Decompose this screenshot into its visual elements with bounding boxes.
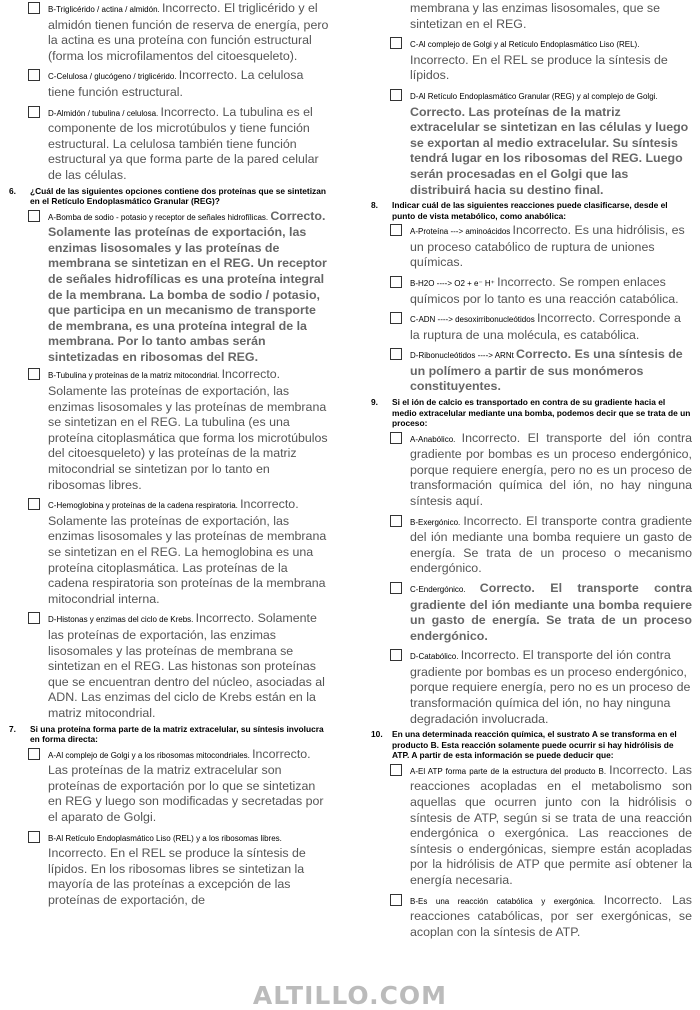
checkbox[interactable] — [28, 210, 40, 222]
option-label: A-Bomba de sodio - potasio y receptor de señales hidrofílicas. — [48, 212, 271, 222]
checkbox[interactable] — [390, 764, 402, 776]
checkbox[interactable] — [390, 582, 402, 594]
question-number: 7. — [9, 723, 16, 734]
question-text: Indicar cuál de las siguientes reacciones puede clasificarse, desde el punto de vista metabólico, como anabólica: — [392, 200, 668, 221]
option-feedback: membrana y las enzimas lisosomales, que se sintetizan en el REG. — [410, 1, 660, 31]
q6-option-d[interactable] — [6, 611, 330, 721]
q10-option-b[interactable] — [368, 893, 692, 941]
checkbox[interactable] — [28, 106, 40, 118]
option-label: A-Al complejo de Golgi y a los ribosomas mitocondriales. — [48, 750, 253, 760]
option-label: B-Exergónico. — [410, 517, 464, 527]
question-number: 6. — [9, 185, 16, 196]
option-label: D-Ribonucleótidos ----> ARNt — [410, 351, 517, 361]
option-feedback: Incorrecto. El triglicérido y el almidón tienen función de reserva de energía, pero la actina es una proteína con función estructural (forma los microfilamentos del citoesqueleto). — [48, 1, 329, 63]
q8-option-a[interactable] — [368, 223, 692, 271]
question-8 — [368, 200, 692, 221]
q6-option-c[interactable] — [6, 497, 330, 607]
option-label: D-Almidón / tubulina / celulosa. — [48, 108, 161, 118]
q8-option-d[interactable] — [368, 347, 692, 395]
checkbox[interactable] — [390, 276, 402, 288]
q6-option-a[interactable] — [6, 209, 330, 366]
option-feedback: Correcto. El transporte contra gradiente del ión mediante una bomba requiere un gasto de energía. Se trata de un proceso endergónico. — [410, 580, 692, 643]
question-6 — [6, 186, 330, 207]
option-label: B-Tubulina y proteínas de la matriz mitocondrial. — [48, 371, 222, 381]
option-feedback: Incorrecto. Es una hidrólisis, es un proceso catabólico de ruptura de uniones químicas. — [410, 223, 685, 270]
option-feedback: Incorrecto. El transporte del ión contra gradiente por bombas es un proceso endergónico, porque requiere energía, pero no es un proceso de transformación química del ión, no hay ninguna síntesis aquí. — [410, 430, 692, 508]
option-feedback: Incorrecto. Solamente las proteínas de exportación, las enzimas lisosomales y las proteínas de membrana se sintetizan en el REG. Las histonas son proteínas que se encuentran dentro del núcleo, asociadas al ADN. Las enzimas del ciclo de Krebs están en la matriz mitocondrial. — [48, 611, 325, 720]
left-column — [6, 0, 330, 908]
q7-option-b-continued — [368, 1, 692, 32]
question-7 — [6, 724, 330, 745]
checkbox[interactable] — [390, 224, 402, 236]
checkbox[interactable] — [390, 515, 402, 527]
checkbox[interactable] — [28, 831, 40, 843]
option-label: C-Celulosa / glucógeno / triglicérido. — [48, 72, 179, 82]
checkbox[interactable] — [28, 748, 40, 760]
q9-option-d[interactable] — [368, 648, 692, 727]
option-feedback: Incorrecto. Corresponde a la ruptura de una molécula, es catabólica. — [410, 311, 681, 342]
checkbox[interactable] — [28, 2, 40, 14]
q7-option-c[interactable] — [368, 36, 692, 84]
option-label: B-Triglicérido / actina / almidón. — [48, 5, 162, 14]
option-feedback: Incorrecto. La tubulina es el componente de los microtúbulos y tiene función estructural. La celulosa también tiene función estructural ya que forma parte de la pared celular de las células. — [48, 104, 319, 182]
checkbox[interactable] — [28, 69, 40, 81]
q7-option-a[interactable] — [6, 747, 330, 826]
question-text: ¿Cuál de las siguientes opciones contiene dos proteínas que se sintetizan en el Retículo Endoplasmático Granular (REG)? — [30, 185, 326, 207]
option-label: C-Al complejo de Golgi y al Retículo Endoplasmático Liso (REL). — [410, 40, 640, 50]
prev-option-b[interactable] — [6, 1, 330, 64]
checkbox[interactable] — [390, 89, 402, 101]
checkbox[interactable] — [390, 312, 402, 324]
option-feedback: Incorrecto. Solamente las proteínas de exportación, las enzimas lisosomales y las proteínas de membrana se sintetizan en el REG. La hemoglobina es una proteína citoplasmática. Las proteínas de la cadena respiratoria son proteínas de la membrana mitocondrial interna. — [48, 497, 327, 606]
option-feedback: Correcto. Las proteínas de la matriz extracelular se sintetizan en las células y luego se exportan al medio extracelular. Su síntesis tendrá lugar en los ribosomas del REG. Luego serán procesadas en el Golgi que las distribuirá hacia su destino final. — [410, 104, 689, 197]
question-9 — [368, 397, 692, 429]
checkbox[interactable] — [390, 348, 402, 360]
option-label: B-H2O ----> O2 + e⁻ H⁺ — [410, 278, 498, 288]
option-label: D-Al Retículo Endoplasmático Granular (REG) y al complejo de Golgi. — [410, 91, 658, 101]
q7-option-b[interactable] — [6, 830, 330, 909]
question-text: Si una proteína forma parte de la matriz extracelular, su síntesis involucra en forma directa: — [30, 723, 324, 745]
question-10 — [368, 729, 692, 761]
option-label: C-Endergónico. — [410, 584, 480, 594]
q6-option-b[interactable] — [6, 367, 330, 493]
checkbox[interactable] — [28, 368, 40, 380]
question-text: En una determinada reacción química, el sustrato A se transforma en el producto B. Esta reacción solamente puede ocurrir si hay hidrólisis de ATP. A partir de esta información se puede deducir que: — [392, 729, 677, 761]
option-label: B-Al Retículo Endoplasmático Liso (REL) y a los ribosomas libres. — [48, 833, 282, 843]
right-column — [368, 0, 692, 940]
option-feedback: Incorrecto. Las reacciones catabólicas, por ser exergónicas, se acoplan con la síntesis de ATP. — [410, 892, 692, 939]
q7-option-d[interactable] — [368, 88, 692, 198]
option-feedback: Incorrecto. El transporte contra gradiente del ión mediante una bomba requiere un gasto de energía. Se trata de un proceso o mecanismo endergónico. — [410, 513, 693, 576]
checkbox[interactable] — [28, 612, 40, 624]
option-label: A-El ATP forma parte de la estructura del producto B. — [410, 766, 610, 776]
checkbox[interactable] — [390, 432, 402, 444]
option-feedback: Correcto. Solamente las proteínas de exportación, las enzimas lisosomales y las proteínas de membrana se sintetizan en el REG. Un receptor de señales hidrofílicas es una proteína integral de la membrana. La bomba de sodio / potasio, que participa en un mecanismo de transporte de membrana, es una proteína integral de la membrana. Por lo tanto ambas serán sintetizadas en ribosomas del REG. — [48, 208, 327, 364]
site-watermark: ALTILLO.COM — [252, 981, 448, 1010]
option-feedback: Incorrecto. Se rompen enlaces químicos por lo tanto es una reacción catabólica. — [410, 274, 679, 306]
option-label: A-Proteína ---> aminoácidos — [410, 227, 513, 237]
question-number: 10. — [371, 729, 383, 740]
option-feedback: Incorrecto. La celulosa tiene función estructural. — [48, 68, 304, 99]
q10-option-a[interactable] — [368, 763, 692, 889]
option-feedback: Incorrecto. En el REL se produce la síntesis de lípidos. — [410, 52, 668, 83]
checkbox[interactable] — [390, 894, 402, 906]
prev-option-c[interactable] — [6, 68, 330, 100]
option-feedback: Correcto. Es una síntesis de un polímero a partir de sus monómeros constituyentes. — [410, 347, 683, 394]
option-feedback: Incorrecto. El transporte del ión contra gradiente por bombas es un proceso endergónico, porque requiere energía, pero no es un proceso de transformación química del ión, no hay ninguna degradación involucrada. — [410, 648, 691, 726]
option-label: C-ADN ----> desoxirribonucleótidos — [410, 315, 537, 325]
option-label: D-Histonas y enzimas del ciclo de Krebs. — [48, 615, 196, 625]
q9-option-a[interactable] — [368, 431, 692, 510]
option-label: A-Anabólico. — [410, 434, 462, 444]
q9-option-b[interactable] — [368, 514, 692, 577]
checkbox[interactable] — [390, 37, 402, 49]
question-number: 8. — [371, 200, 378, 211]
question-text: Si el ión de calcio es transportado en contra de su gradiente hacia el medio extracelular mediante una bomba, podemos decir que se trata de un proceso: — [392, 397, 691, 429]
q9-option-c[interactable] — [368, 581, 692, 644]
prev-option-d[interactable] — [6, 105, 330, 184]
option-feedback: Incorrecto. En el REL se produce la síntesis de lípidos. En los ribosomas libres se sintetizan la mayoría de las proteínas a excepción de las proteínas de exportación, de — [48, 846, 306, 907]
question-number: 9. — [371, 397, 378, 408]
q8-option-c[interactable] — [368, 311, 692, 343]
option-label: B-Es una reacción catabólica y exergónica. — [410, 896, 604, 906]
option-feedback: Incorrecto. Solamente las proteínas de exportación, las enzimas lisosomales y las proteínas de membrana se sintetizan en el REG. La tubulina (es una proteína citoplasmática que forma los microtúbulos del citoesqueleto) y las proteínas de la matriz mitocondrial se sintetizan por lo tanto en ribosomas libres. — [48, 367, 328, 492]
checkbox[interactable] — [28, 498, 40, 510]
option-label: C-Hemoglobina y proteínas de la cadena respiratoria. — [48, 501, 241, 511]
option-label: D-Catabólico. — [410, 652, 461, 662]
option-feedback: Incorrecto. Las reacciones acopladas en el metabolismo son aquellas que ocurren junto con la hidrólisis o síntesis de ATP, según si se trata de una reacción endergónica o exergónica. Las reacciones de síntesis o endergónicas, siempre están acopladas por la hidrólisis de ATP que permite así obtener la energía necesaria. — [410, 762, 692, 887]
checkbox[interactable] — [390, 649, 402, 661]
q8-option-b[interactable] — [368, 275, 692, 307]
option-feedback: Incorrecto. Las proteínas de la matriz extracelular son proteínas de exportación por lo que se sintetizan en REG y luego son modificadas y secretadas por el aparato de Golgi. — [48, 746, 324, 824]
